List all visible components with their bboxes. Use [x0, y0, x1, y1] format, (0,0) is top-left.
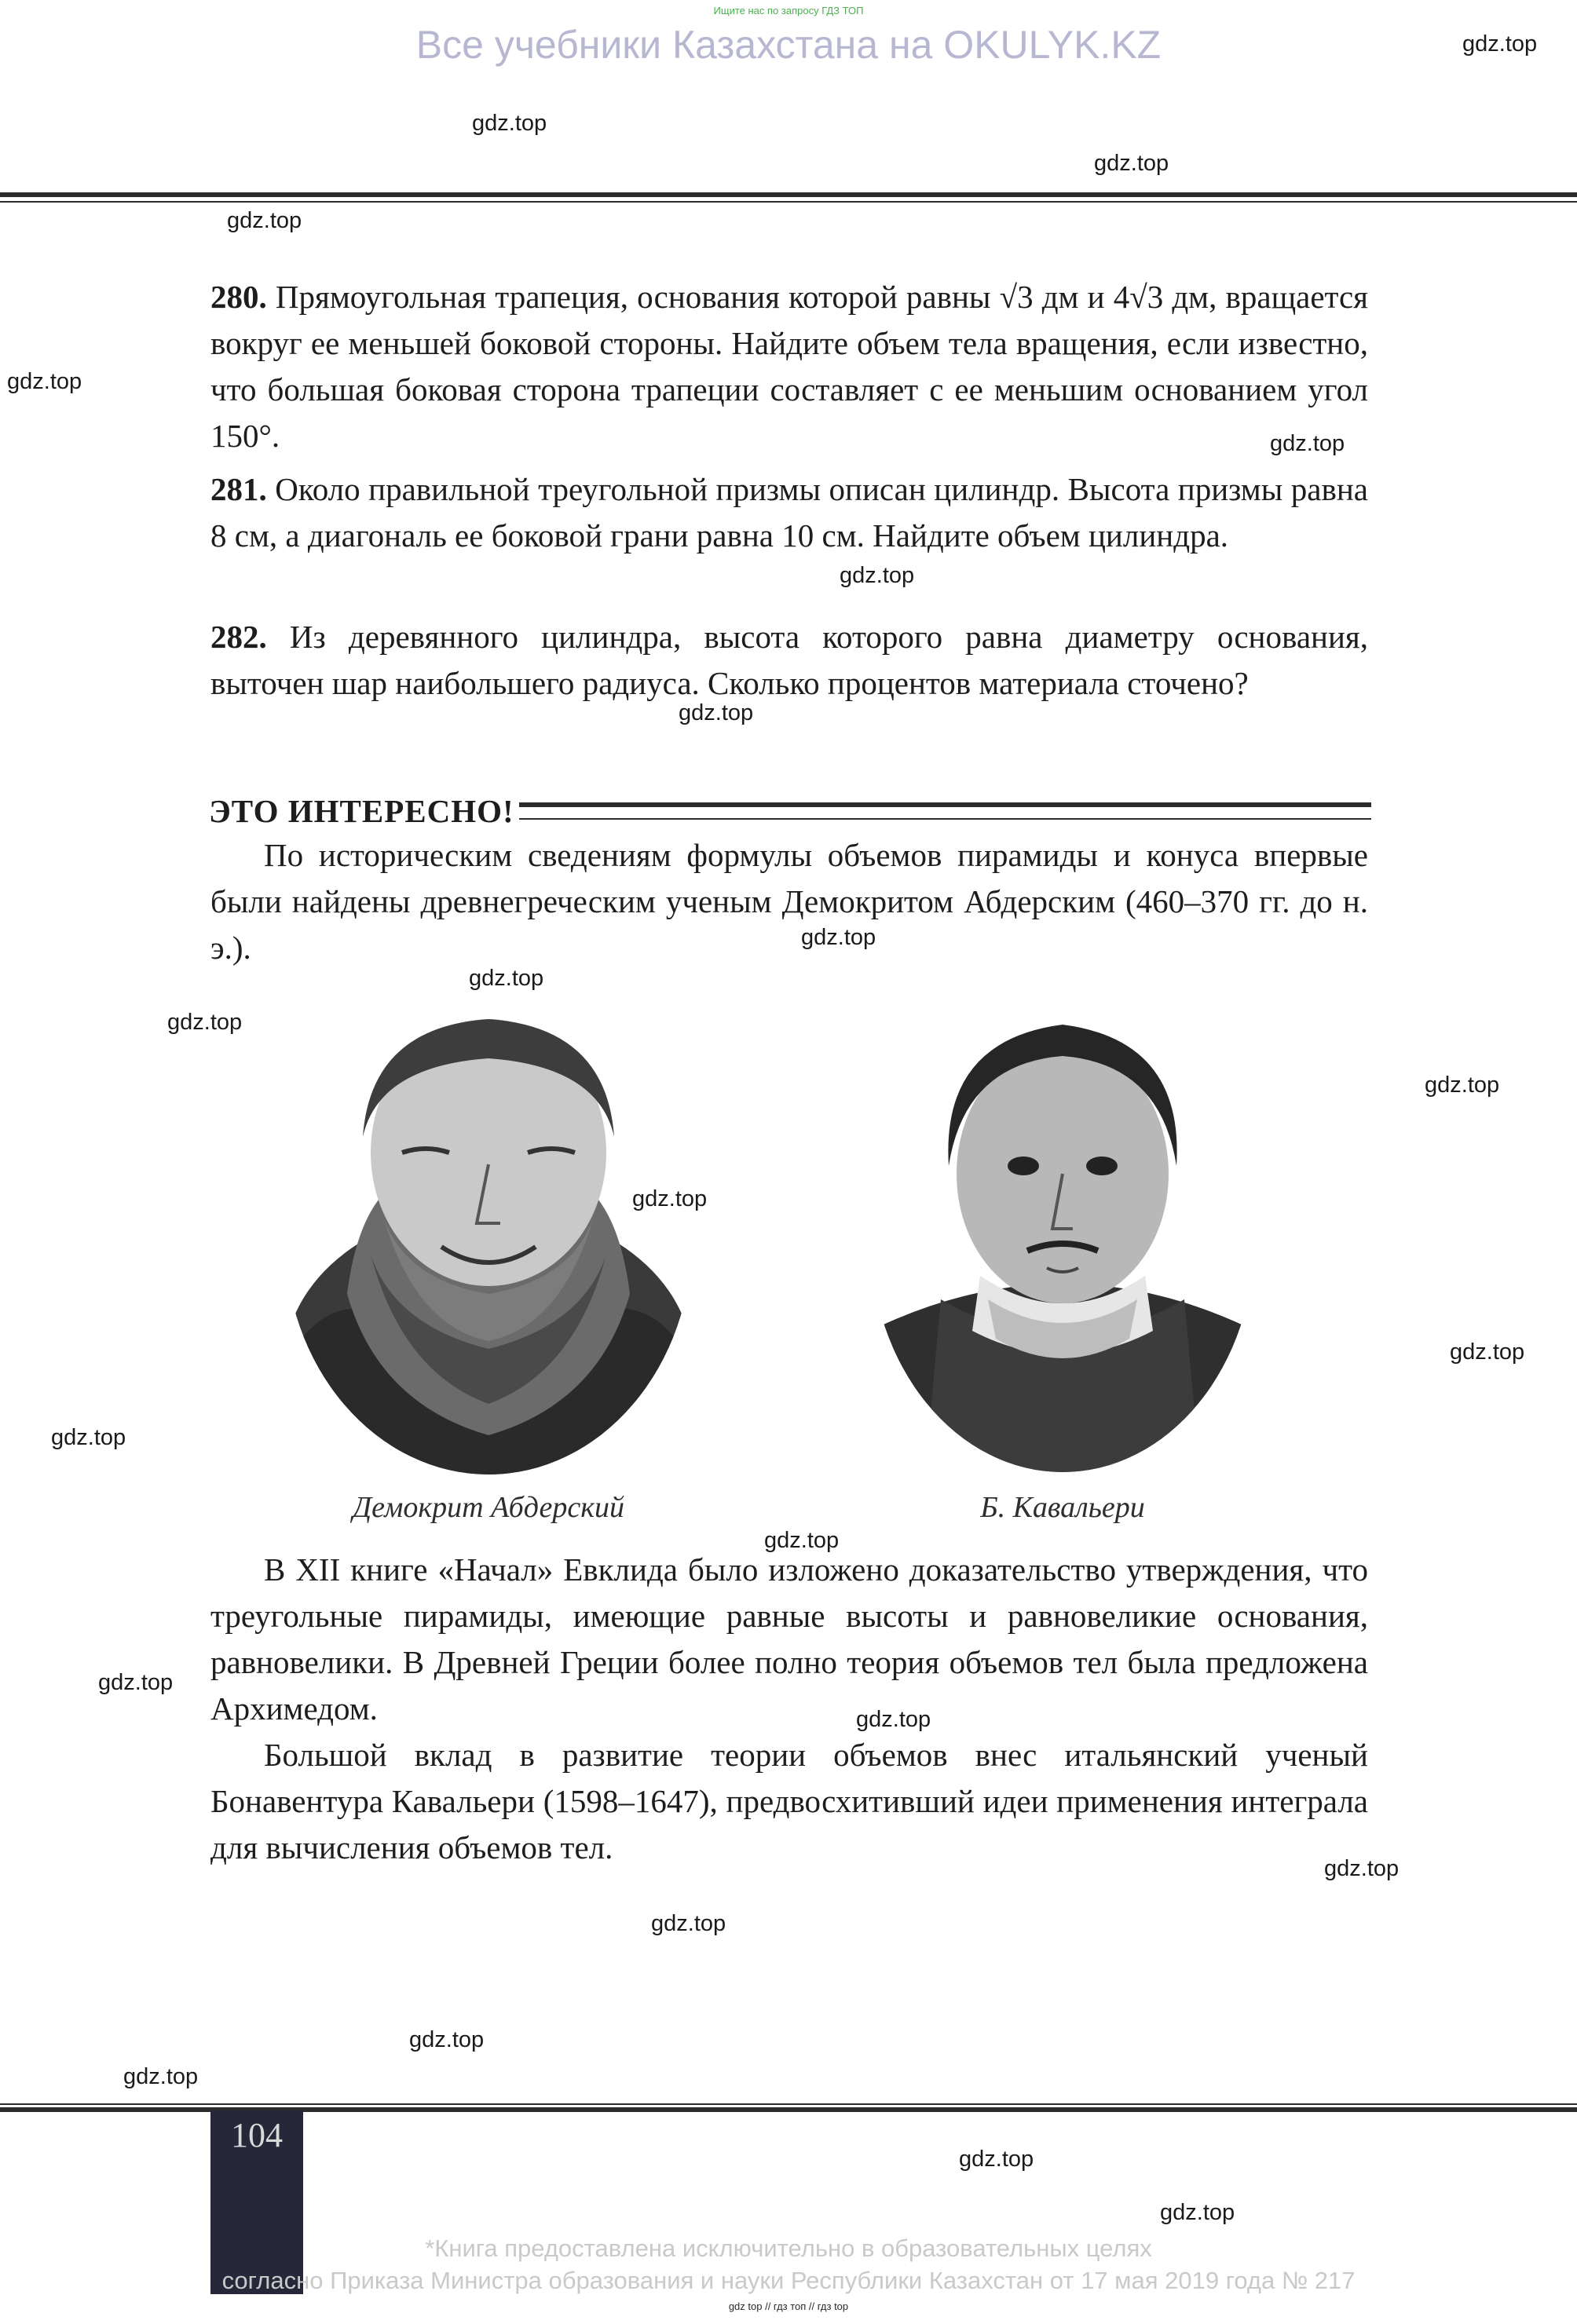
paragraph-euclid: В XII книге «Начал» Евклида было изложено доказательство утверждения, что треугольные пирамиды, имеющие равные высоты и равновеликие основания, равновелики. В Древней Греции более полно теория объемов тел была предложена Архимедом. [210, 1551, 1368, 1727]
watermark: gdz.top [469, 966, 544, 991]
problem-text: Около правильной треугольной призмы описан цилиндр. Высота призмы равна 8 см, а диагональ ее боковой грани равна 10 см. Найдите объем цилиндра. [210, 471, 1368, 554]
watermark: gdz.top [1094, 151, 1169, 176]
watermark: gdz.top [1450, 1339, 1525, 1365]
intro-text: По историческим сведениям формулы объемов пирамиды и конуса впервые были найдены древнегреческим ученым Демокритом Абдерским (460–370 гг. до н. э.). [210, 837, 1368, 966]
paragraph-cavalieri: Большой вклад в развитие теории объемов внес итальянский ученый Бонавентура Кавальери (1598–1647), предвосхитивший идеи применения интеграла для вычисления объемов тел. [210, 1737, 1368, 1865]
header-rule-thick [0, 192, 1577, 197]
footer-note-line2: согласно Приказа Министра образования и науки Республики Казахстан от 17 мая 2019 года № 217 [221, 2267, 1356, 2294]
section-title: ЭТО ИНТЕРЕСНО! [209, 793, 514, 829]
watermark: gdz.top [1324, 1856, 1400, 1881]
page-number: 104 [231, 2116, 283, 2154]
portrait-cavalieri-drawing [870, 1001, 1255, 1472]
watermark: gdz.top [472, 111, 547, 136]
section-heading [209, 789, 1371, 833]
history-paragraphs [210, 1547, 1368, 1871]
problem-number: 280. [210, 279, 267, 315]
portrait-democritus [284, 996, 693, 1474]
watermark: gdz.top [98, 1670, 174, 1695]
watermark: gdz.top [7, 369, 82, 394]
footer-links[interactable]: gdz top // гдз топ // гдз top [728, 2300, 849, 2312]
watermark: gdz.top [409, 2027, 485, 2052]
watermark: gdz.top [651, 1911, 726, 1936]
problem-number: 281. [210, 471, 267, 507]
caption-cavalieri: Б. Кавальери [980, 1491, 1145, 1524]
watermark: gdz.top [959, 2147, 1034, 2172]
watermark: gdz.top [167, 1010, 243, 1035]
footer-rule-thin [0, 2103, 1577, 2105]
watermark: gdz.top [1425, 1072, 1500, 1098]
problem-281 [210, 466, 1368, 559]
portrait-democritus-drawing [284, 996, 693, 1474]
watermark: gdz.top [856, 1707, 931, 1732]
watermark: gdz.top [801, 925, 876, 950]
watermark: gdz.top [632, 1186, 708, 1211]
problem-text: Прямоугольная трапеция, основания которой равны √3 дм и 4√3 дм, вращается вокруг ее меньшей боковой стороны. Найдите объем тела вращения, если известно, что большая боковая сторона трапеции составляет с ее меньшим основанием угол 150°. [210, 279, 1369, 454]
portrait-cavalieri [870, 1001, 1255, 1472]
intro-paragraph [210, 832, 1368, 971]
caption-democritus: Демокрит Абдерский [352, 1491, 624, 1524]
watermark: gdz.top [1462, 31, 1538, 57]
header-rule-thin [0, 201, 1577, 203]
problem-280 [210, 274, 1368, 459]
section-title-rule [519, 802, 1371, 820]
watermark: gdz.top [227, 208, 302, 233]
problem-text: Из деревянного цилиндра, высота которого равна диаметру основания, выточен шар наибольшего радиуса. Сколько процентов материала сточено? [210, 619, 1369, 701]
watermark: gdz.top [1270, 431, 1345, 456]
watermark: gdz.top [679, 700, 754, 725]
watermark: gdz.top [51, 1425, 126, 1450]
search-hint: Ищите нас по запросу ГДЗ ТОП [713, 5, 864, 16]
problem-number: 282. [210, 619, 267, 655]
site-banner[interactable]: Все учебники Казахстана на OKULYK.KZ [415, 23, 1162, 67]
watermark: gdz.top [764, 1528, 840, 1553]
watermark: gdz.top [123, 2064, 199, 2089]
watermark: gdz.top [840, 563, 915, 588]
problem-282 [210, 614, 1368, 707]
watermark: gdz.top [1160, 2200, 1235, 2225]
footer-note-line1: *Книга предоставлена исключительно в образовательных целях [425, 2234, 1152, 2262]
